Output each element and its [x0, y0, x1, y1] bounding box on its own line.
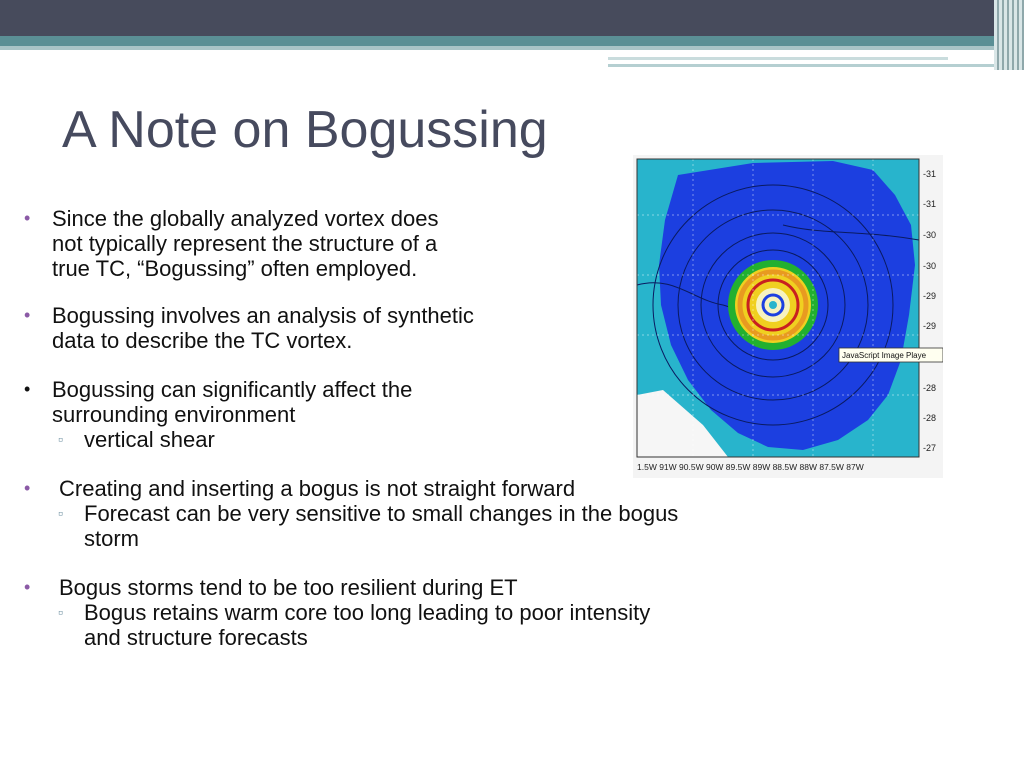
- y-tick-label: -29: [923, 291, 937, 301]
- y-tick-label: -28: [923, 413, 937, 423]
- header-band: [0, 36, 1024, 46]
- sub-bullet-text: Bogus retains warm core too long leading to poor intensity and structure forecasts: [84, 600, 651, 650]
- bullet-marker: •: [24, 478, 31, 498]
- slide-title: A Note on Bogussing: [62, 101, 548, 159]
- map-svg: [633, 155, 943, 478]
- bullet-item: [24, 303, 512, 353]
- bullet-list: [24, 206, 684, 650]
- decor-line: [608, 64, 1003, 67]
- tropical-cyclone-map-figure: [633, 155, 943, 478]
- bullet-text: Bogussing can significantly affect the surrounding environment: [52, 377, 413, 427]
- decor-stripes: [994, 0, 1024, 70]
- bullet-item: [24, 575, 684, 600]
- bullet-text: Creating and inserting a bogus is not straight forward: [59, 476, 576, 501]
- sub-bullet-item: [24, 501, 684, 551]
- y-tick-label: -30: [923, 230, 937, 240]
- bullet-marker: •: [24, 577, 31, 597]
- bullet-marker: •: [24, 305, 31, 325]
- tooltip-text: JavaScript Image Playe: [842, 351, 927, 360]
- y-tick-label: -28: [923, 383, 937, 393]
- sub-bullet-marker: ▫: [58, 431, 63, 447]
- bullet-item: [24, 377, 452, 427]
- decor-line: [608, 57, 948, 60]
- eye-center: [769, 301, 777, 309]
- bullet-text: Since the globally analyzed vortex does not typically represent the structure of a true TC, “Bogussing” often employed.: [52, 206, 439, 281]
- bullet-marker: •: [24, 379, 31, 399]
- sub-bullet-text: vertical shear: [84, 427, 215, 452]
- x-tick-labels: 1.5W 91W 90.5W 90W 89.5W 89W 88.5W 88W 87.5W 87W: [637, 462, 864, 472]
- y-tick-label: -29: [923, 321, 937, 331]
- sub-bullet-item: [24, 600, 684, 650]
- bullet-marker: •: [24, 208, 31, 228]
- y-tick-label: -31: [923, 169, 937, 179]
- header-band-light: [0, 46, 1024, 50]
- bullet-text: Bogussing involves an analysis of synthetic data to describe the TC vortex.: [52, 303, 474, 353]
- sub-bullet-text: Forecast can be very sensitive to small changes in the bogus storm: [84, 501, 679, 551]
- bullet-text: Bogus storms tend to be too resilient during ET: [59, 575, 518, 600]
- top-bar: [0, 0, 1024, 36]
- y-tick-label: -31: [923, 199, 937, 209]
- bullet-item: [24, 206, 472, 281]
- sub-bullet-item: [24, 427, 684, 452]
- sub-bullet-marker: ▫: [58, 604, 63, 620]
- sub-bullet-marker: ▫: [58, 505, 63, 521]
- bullet-item: [24, 476, 684, 501]
- y-tick-label: -27: [923, 443, 937, 453]
- y-tick-label: -30: [923, 261, 937, 271]
